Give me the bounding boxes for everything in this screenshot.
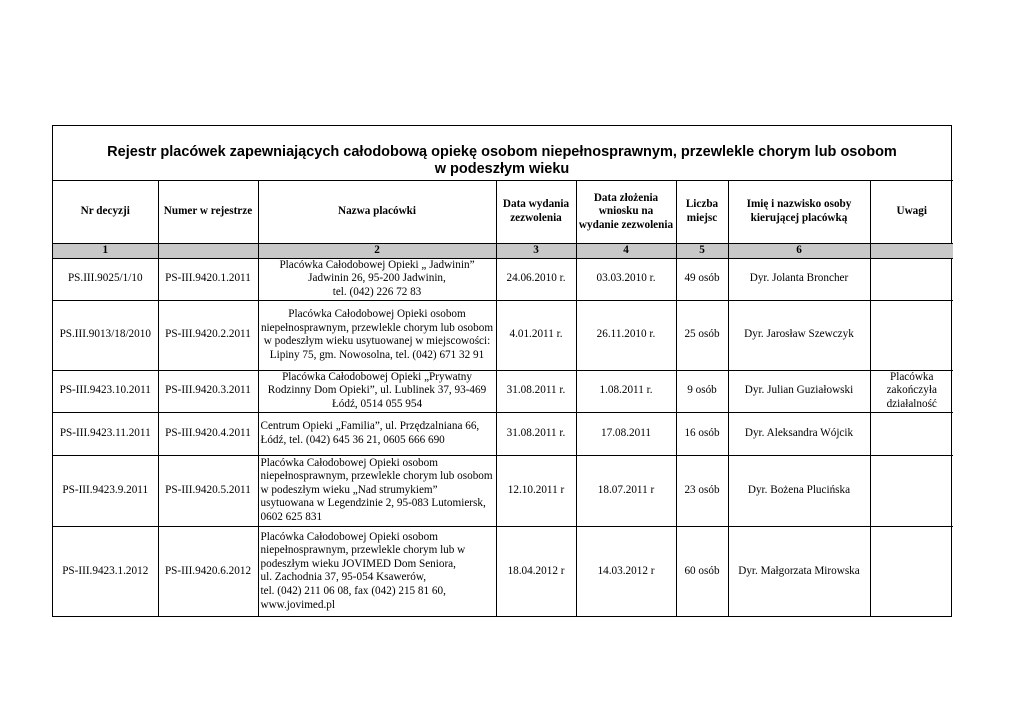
- column-number: 4: [576, 244, 676, 259]
- cell-numer-rejestru: PS-III.9420.1.2011: [158, 258, 258, 300]
- cell-liczba-miejsc: 49 osób: [676, 258, 728, 300]
- cell-data-zlozenia: 17.08.2011: [576, 412, 676, 455]
- header-data-wydania: Data wydania zezwolenia: [496, 181, 576, 244]
- header-nazwa-placowki: Nazwa placówki: [258, 181, 496, 244]
- cell-data-wydania: 31.08.2011 r.: [496, 412, 576, 455]
- cell-uwagi: [870, 412, 953, 455]
- cell-nr-decyzji: PS-III.9423.11.2011: [53, 412, 158, 455]
- cell-uwagi: [870, 455, 953, 526]
- cell-nazwa-placowki: Placówka Całodobowej Opieki osobom niepełnosprawnym, przewlekle chorym lub osobom w podeszłym wieku „Nad strumykiem” usytuowana w Legendzinie 2, 95-083 Lutomiersk, 0602 625 831: [258, 455, 496, 526]
- cell-data-wydania: 4.01.2011 r.: [496, 300, 576, 370]
- cell-nazwa-placowki: Placówka Całodobowej Opieki osobom niepełnosprawnym, przewlekle chorym lub w podeszłym wieku JOVIMED Dom Seniora, ul. Zachodnia 37, 95-054 Ksawerów, tel. (042) 211 06 08, fax (042) 215 81 60, www.jovimed.pl: [258, 526, 496, 616]
- cell-osoba-kierujaca: Dyr. Jarosław Szewczyk: [728, 300, 870, 370]
- table-row: [53, 412, 953, 455]
- cell-osoba-kierujaca: Dyr. Małgorzata Mirowska: [728, 526, 870, 616]
- cell-uwagi: [870, 526, 953, 616]
- column-number: 2: [258, 244, 496, 259]
- header-osoba-kierujaca: Imię i nazwisko osoby kierującej placówką: [728, 181, 870, 244]
- cell-liczba-miejsc: 60 osób: [676, 526, 728, 616]
- table-row: [53, 300, 953, 370]
- header-liczba-miejsc: Liczba miejsc: [676, 181, 728, 244]
- cell-data-zlozenia: 1.08.2011 r.: [576, 370, 676, 412]
- cell-nr-decyzji: PS-III.9423.10.2011: [53, 370, 158, 412]
- cell-nr-decyzji: PS-III.9423.9.2011: [53, 455, 158, 526]
- cell-nr-decyzji: PS-III.9423.1.2012: [53, 526, 158, 616]
- header-data-zlozenia: Data złożenia wniosku na wydanie zezwolenia: [576, 181, 676, 244]
- register-table: [53, 180, 953, 616]
- title-line-2: w podeszłym wieku: [434, 161, 570, 177]
- cell-data-wydania: 18.04.2012 r: [496, 526, 576, 616]
- cell-data-zlozenia: 14.03.2012 r: [576, 526, 676, 616]
- column-number: 6: [728, 244, 870, 259]
- header-nr-decyzji: Nr decyzji: [53, 181, 158, 244]
- column-number: [158, 244, 258, 259]
- cell-osoba-kierujaca: Dyr. Jolanta Broncher: [728, 258, 870, 300]
- column-number: [870, 244, 953, 259]
- header-numer-w-rejestrze: Numer w rejestrze: [158, 181, 258, 244]
- cell-nazwa-placowki: Placówka Całodobowej Opieki „Prywatny Rodzinny Dom Opieki”, ul. Lublinek 37, 93-469 Łódź, 0514 055 954: [258, 370, 496, 412]
- cell-liczba-miejsc: 16 osób: [676, 412, 728, 455]
- cell-osoba-kierujaca: Dyr. Bożena Plucińska: [728, 455, 870, 526]
- cell-uwagi: Placówka zakończyła działalność: [870, 370, 953, 412]
- cell-numer-rejestru: PS-III.9420.6.2012: [158, 526, 258, 616]
- document-title: [53, 126, 951, 180]
- cell-osoba-kierujaca: Dyr. Aleksandra Wójcik: [728, 412, 870, 455]
- cell-numer-rejestru: PS-III.9420.3.2011: [158, 370, 258, 412]
- table-row: [53, 455, 953, 526]
- header-row: [53, 181, 953, 244]
- cell-nazwa-placowki: Placówka Całodobowej Opieki osobom niepełnosprawnym, przewlekle chorym lub osobom w podeszłym wieku usytuowanej w miejscowości: Lipiny 75, gm. Nowosolna, tel. (042) 671 32 91: [258, 300, 496, 370]
- cell-nazwa-placowki: Centrum Opieki „Familia”, ul. Przędzalniana 66, Łódź, tel. (042) 645 36 21, 0605 666 690: [258, 412, 496, 455]
- cell-data-wydania: 24.06.2010 r.: [496, 258, 576, 300]
- cell-liczba-miejsc: 25 osób: [676, 300, 728, 370]
- title-line-1: Rejestr placówek zapewniających całodobową opiekę osobom niepełnosprawnym, przewlekle chorym lub osobom: [107, 144, 897, 160]
- header-uwagi: Uwagi: [870, 181, 953, 244]
- cell-nr-decyzji: PS.III.9025/1/10: [53, 258, 158, 300]
- column-number: 1: [53, 244, 158, 259]
- register-sheet: [52, 125, 952, 617]
- column-number: 3: [496, 244, 576, 259]
- cell-numer-rejestru: PS-III.9420.5.2011: [158, 455, 258, 526]
- table-row: [53, 370, 953, 412]
- cell-nr-decyzji: PS.III.9013/18/2010: [53, 300, 158, 370]
- cell-liczba-miejsc: 23 osób: [676, 455, 728, 526]
- cell-data-wydania: 12.10.2011 r: [496, 455, 576, 526]
- cell-data-zlozenia: 26.11.2010 r.: [576, 300, 676, 370]
- cell-nazwa-placowki: Placówka Całodobowej Opieki „ Jadwinin” Jadwinin 26, 95-200 Jadwinin, tel. (042) 226 72 83: [258, 258, 496, 300]
- cell-data-wydania: 31.08.2011 r.: [496, 370, 576, 412]
- cell-osoba-kierujaca: Dyr. Julian Guziałowski: [728, 370, 870, 412]
- table-row: [53, 526, 953, 616]
- cell-liczba-miejsc: 9 osób: [676, 370, 728, 412]
- cell-numer-rejestru: PS-III.9420.4.2011: [158, 412, 258, 455]
- cell-uwagi: [870, 300, 953, 370]
- column-number-row: [53, 244, 953, 259]
- cell-uwagi: [870, 258, 953, 300]
- column-number: 5: [676, 244, 728, 259]
- cell-data-zlozenia: 03.03.2010 r.: [576, 258, 676, 300]
- cell-data-zlozenia: 18.07.2011 r: [576, 455, 676, 526]
- cell-numer-rejestru: PS-III.9420.2.2011: [158, 300, 258, 370]
- table-row: [53, 258, 953, 300]
